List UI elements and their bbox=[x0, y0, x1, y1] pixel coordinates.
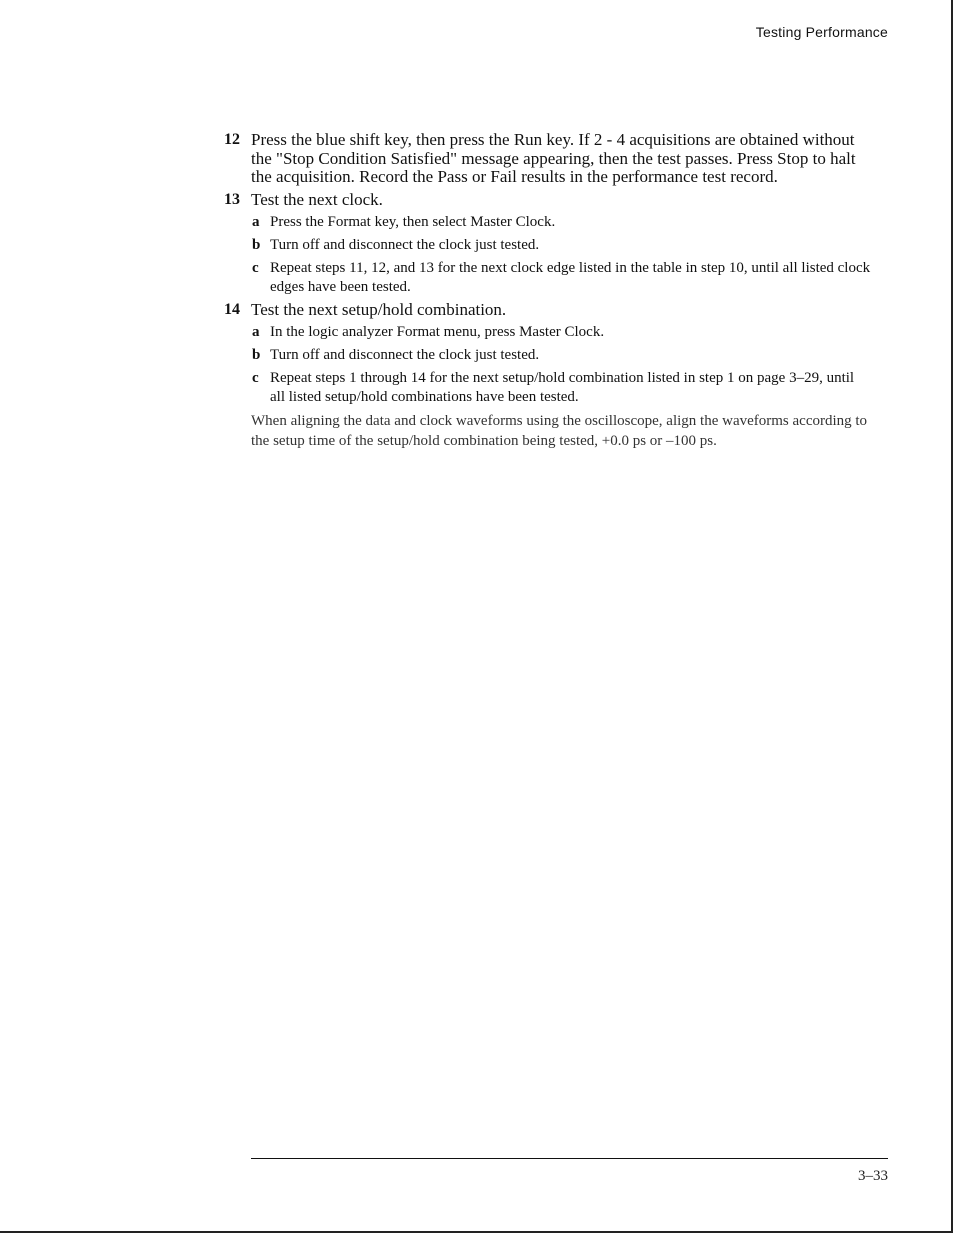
substep-text: Press the Format key, then select Master Clock. bbox=[270, 214, 556, 230]
substep-13b bbox=[222, 236, 872, 255]
page-border-right bbox=[951, 0, 953, 1233]
step-14 bbox=[222, 301, 872, 320]
step-text: Press the blue shift key, then press the Run key. If 2 - 4 acquisitions are obtained without the "Stop Condition Satisfied" message appearing, then the test passes. Press Stop to halt the acquisition. Record the Pass or Fail results in the performance test record. bbox=[251, 130, 856, 186]
substep-letter: c bbox=[252, 260, 259, 276]
substep-letter: c bbox=[252, 370, 259, 386]
alignment-note: When aligning the data and clock waveforms using the oscilloscope, align the waveforms according to the setup time of the setup/hold combination being tested, +0.0 ps or –100 ps. bbox=[251, 412, 868, 449]
step-text: Test the next clock. bbox=[251, 189, 383, 209]
step-number: 12 bbox=[224, 131, 240, 148]
substep-letter: b bbox=[252, 237, 261, 253]
document-body bbox=[222, 131, 872, 452]
substep-text: In the logic analyzer Format menu, press Master Clock. bbox=[270, 324, 605, 340]
step-13-substeps bbox=[222, 213, 872, 296]
substep-13c bbox=[222, 259, 872, 296]
substep-14b bbox=[222, 346, 872, 365]
substep-letter: a bbox=[252, 214, 260, 230]
footer-rule bbox=[251, 1158, 888, 1159]
running-header: Testing Performance bbox=[755, 24, 888, 40]
substep-text: Repeat steps 11, 12, and 13 for the next clock edge listed in the table in step 10, until all listed clock edges have been tested. bbox=[270, 260, 871, 295]
substep-text: Turn off and disconnect the clock just tested. bbox=[270, 237, 540, 253]
step-14-substeps bbox=[222, 323, 872, 406]
substep-13a bbox=[222, 213, 872, 232]
substep-letter: a bbox=[252, 324, 260, 340]
substep-14c bbox=[222, 369, 872, 406]
substep-letter: b bbox=[252, 347, 261, 363]
step-number: 14 bbox=[224, 300, 240, 318]
substep-text: Turn off and disconnect the clock just tested. bbox=[270, 347, 540, 363]
substep-text: Repeat steps 1 through 14 for the next setup/hold combination listed in step 1 on page 3–29, until all listed setup/hold combinations have been tested. bbox=[270, 370, 855, 405]
substep-14a bbox=[222, 323, 872, 342]
step-text: Test the next setup/hold combination. bbox=[251, 299, 507, 319]
step-number: 13 bbox=[224, 190, 240, 208]
step-13 bbox=[222, 191, 872, 210]
step-12 bbox=[222, 131, 872, 187]
page-border-bottom bbox=[0, 1231, 953, 1233]
page-number: 3–33 bbox=[858, 1168, 888, 1184]
